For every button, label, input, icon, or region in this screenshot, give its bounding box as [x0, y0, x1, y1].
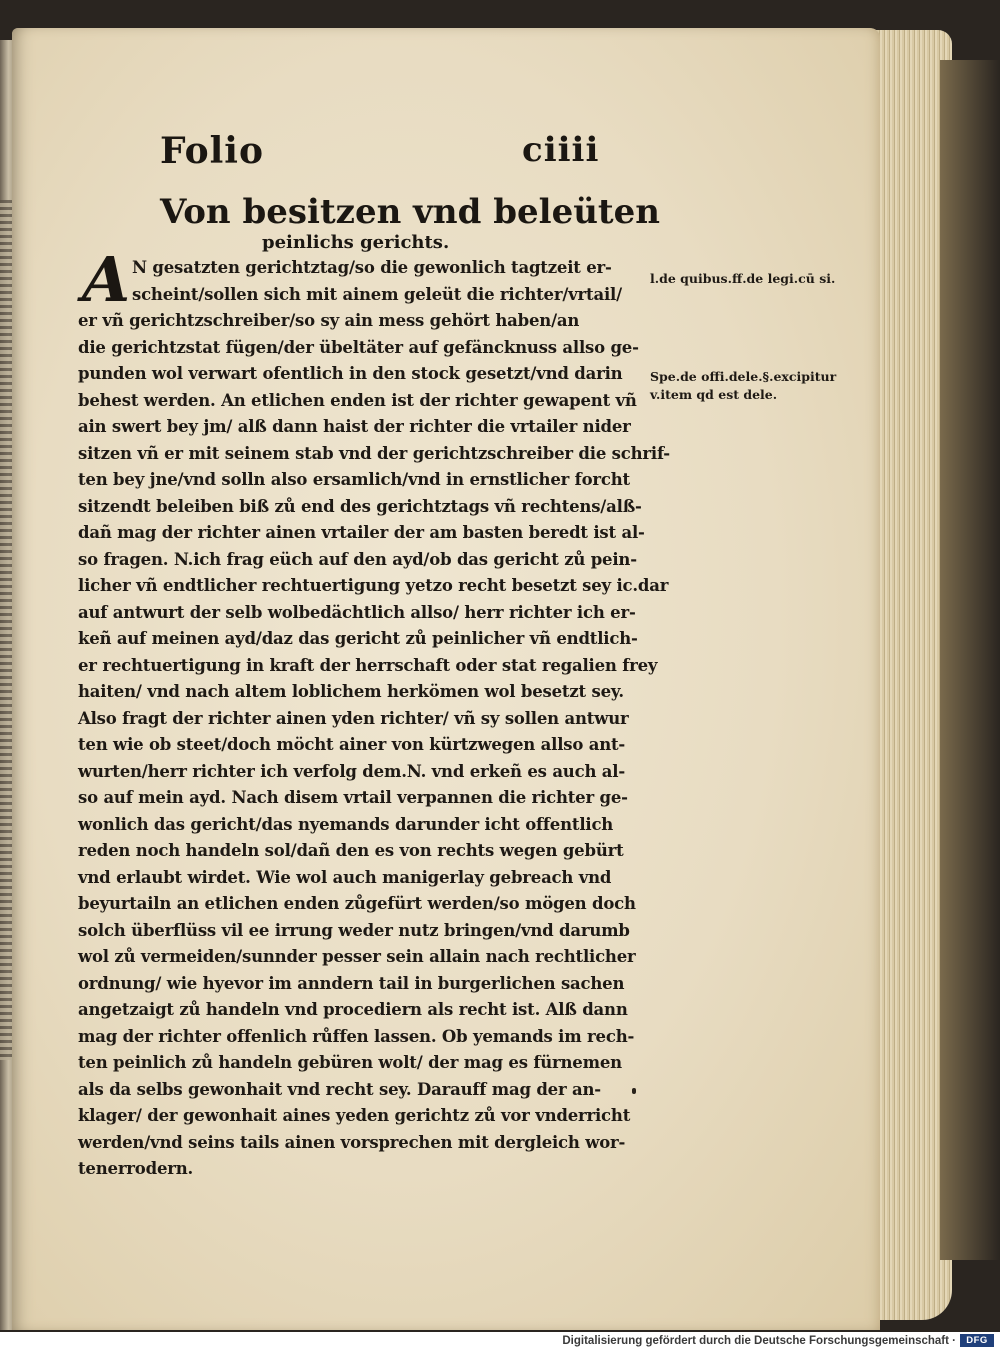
body-line: beyurtailn an etlichen enden zůgefürt werden/so mögen doch	[78, 894, 636, 913]
body-line: sitzendt beleiben biß zů end des gerichtztags vñ rechtens/alß-	[78, 496, 642, 516]
body-line: ten bey jne/vnd solln also ersamlich/vnd in ernstlicher forcht	[78, 470, 630, 489]
body-line: so auf mein ayd. Nach disem vrtail verpannen die richter ge-	[78, 788, 628, 807]
folio-label: Folio	[160, 130, 264, 172]
body-line: reden noch handeln sol/dañ den es von rechts wegen gebürt	[78, 841, 624, 860]
body-line: ain swert bey jm/ alß dann haist der richter die vrtailer nider	[78, 417, 631, 436]
chapter-title: Von besitzen vnd beleüten	[160, 192, 660, 232]
funding-credit: Digitalisierung gefördert durch die Deutsche Forschungsgemeinschaft ·	[562, 1335, 956, 1347]
drop-cap: A	[82, 243, 131, 316]
body-line: auf antwurt der selb wolbedächtlich allso/ herr richter ich er-	[78, 602, 636, 622]
body-line: er vñ gerichtzschreiber/so sy ain mess gehört haben/an	[78, 311, 580, 330]
body-line: als da selbs gewonhait vnd recht sey. Darauff mag der an-	[78, 1079, 601, 1099]
body-line: klager/ der gewonhait aines yeden gerichtz zů vor vnderricht	[78, 1106, 631, 1125]
folio-number: ciiii	[522, 130, 600, 170]
body-line: punden wol verwart ofentlich in den stock gesetzt/vnd darin	[78, 364, 623, 383]
body-line: licher vñ endtlicher rechtuertigung yetzo recht besetzt sey ic.dar	[78, 576, 669, 595]
body-line: Also fragt der richter ainen yden richter/ vñ sy sollen antwur	[78, 708, 629, 728]
body-line: werden/vnd seins tails ainen vorsprechen mit dergleich wor-	[78, 1132, 626, 1152]
body-line: wurten/herr richter ich verfolg dem.N. vnd erkeñ es auch al-	[78, 761, 626, 781]
body-line: wonlich das gericht/das nyemands darunder icht offentlich	[78, 814, 614, 834]
body-line: ten peinlich zů handeln gebüren wolt/ der mag es fürnemen	[78, 1053, 622, 1072]
body-line: die gerichtzstat fügen/der übeltäter auf gefäncknuss allso ge-	[78, 337, 639, 357]
body-line: mag der richter offenlich růffen lassen. Ob yemands im rech-	[78, 1026, 635, 1046]
marginal-note-line: Spe.de offi.dele.§.excipitur	[650, 369, 837, 384]
body-line: so fragen. N.ich frag eüch auf den ayd/ob das gericht zů pein-	[78, 549, 637, 569]
body-line: sitzen vñ er mit seinem stab vnd der gerichtzschreiber die schrif-	[78, 443, 670, 463]
body-line: haiten/ vnd nach altem loblichem herkömen wol besetzt sey.	[78, 682, 624, 701]
marginal-note-2	[650, 368, 850, 404]
body-line: ten wie ob steet/doch möcht ainer von kürtzwegen allso ant-	[78, 735, 626, 754]
body-line: keñ auf meinen ayd/daz das gericht zů peinlicher vñ endtlich-	[78, 629, 638, 648]
body-line: solch überflüss vil ee irrung weder nutz bringen/vnd darumb	[78, 920, 630, 940]
body-line: vnd erlaubt wirdet. Wie wol auch manigerlay gebreach vnd	[78, 867, 612, 887]
dfg-logo: DFG	[960, 1334, 994, 1347]
body-text	[78, 255, 670, 1183]
body-line: scheint/sollen sich mit ainem geleüt die richter/vrtail/	[132, 284, 622, 304]
ink-mark	[632, 1088, 636, 1094]
body-line: angetzaigt zů handeln vnd procediern als recht ist. Alß dann	[78, 1000, 628, 1019]
body-line: wol zů vermeiden/sunnder pesser sein allain nach rechtlicher	[78, 947, 636, 966]
body-line: N gesatzten gerichtztag/so die gewonlich tagtzeit er-	[132, 258, 612, 277]
body-line: er rechtuertigung in kraft der herrschaft oder stat regalien frey	[78, 655, 658, 675]
body-line: ordnung/ wie hyevor im anndern tail in burgerlichen sachen	[78, 973, 625, 993]
marginal-note-1: l.de quibus.ff.de legi.cū si.	[650, 271, 836, 286]
running-header	[160, 130, 600, 180]
binding-shadow	[940, 60, 1000, 1260]
body-line: behest werden. An etlichen enden ist der richter gewapent vñ	[78, 390, 637, 410]
body-line: tenerrodern.	[78, 1159, 194, 1178]
marginal-note-line: v.item qd est dele.	[650, 387, 778, 402]
chapter-subtitle: peinlichs gerichts.	[262, 232, 450, 253]
body-line: dañ mag der richter ainen vrtailer der am basten beredt ist al-	[78, 523, 645, 542]
